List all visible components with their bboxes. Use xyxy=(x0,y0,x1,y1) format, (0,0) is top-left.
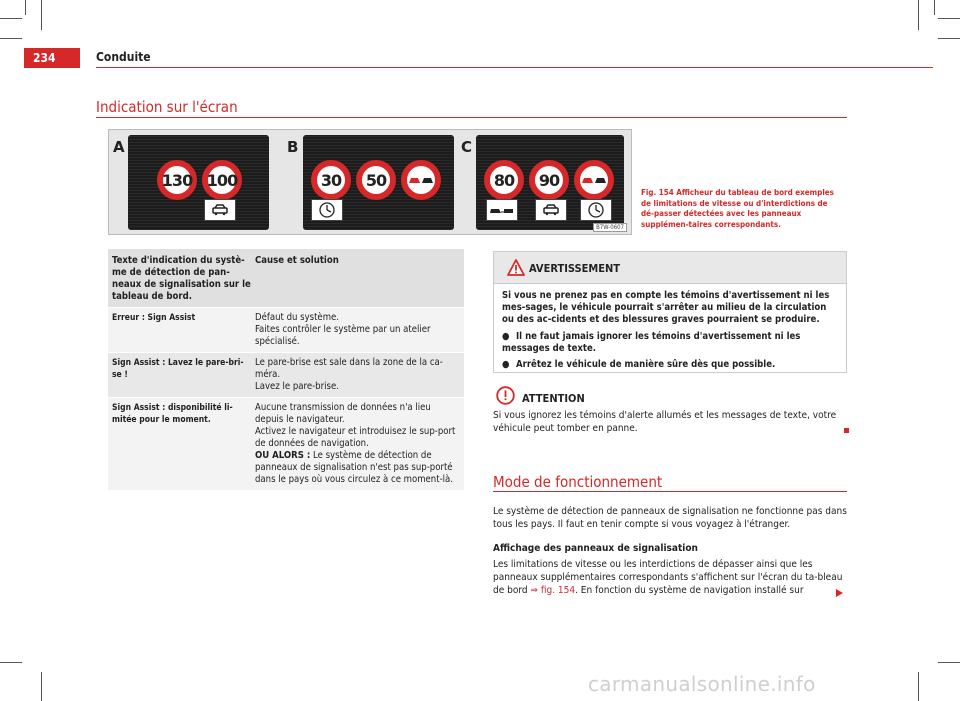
continue-arrow-icon xyxy=(836,589,843,597)
subheading: Affichage des panneaux de signalisation xyxy=(493,543,698,554)
table-cell-message: Sign Assist : disponibilité li-mitée pour le moment. xyxy=(112,403,233,425)
paragraph-text: . En fonction du système de navigation installé sur xyxy=(575,585,804,596)
paragraph-text: Les limitations de vitesse ou les interdictions de dépasser ainsi que les panneaux supplémentaires correspondants s'affichent sur l'écran du ta-bleau de bord xyxy=(493,559,843,596)
solution-line: Le pare-brise est sale dans la zone de la ca-méra. xyxy=(255,357,443,380)
crop-mark xyxy=(0,38,22,39)
panel-letter-c: C xyxy=(461,138,473,156)
display-a xyxy=(128,135,269,230)
figure-caption: Fig. 154 Afficheur du tableau de bord exemples de limitations de vitesse ou d'interdictions de dé-passer détectées avec les panneaux supplémen-taires correspondants. xyxy=(641,188,834,229)
table-header-row xyxy=(108,249,464,308)
bullet-icon: ● xyxy=(502,359,510,371)
figure-154 xyxy=(108,129,632,235)
alt-label: OU ALORS : xyxy=(255,450,311,461)
table-header-solution: Cause et solution xyxy=(255,255,339,266)
warning-triangle-icon xyxy=(507,259,525,276)
panel-letter-b: B xyxy=(287,138,299,156)
car-icon xyxy=(535,199,567,221)
warning-title: AVERTISSEMENT xyxy=(529,262,621,275)
section-title: Mode de fonctionnement xyxy=(493,473,663,491)
speed-sign-130: 130 xyxy=(157,160,197,200)
solution-line: Lavez le pare-brise. xyxy=(255,381,339,392)
figure-code: B7W-0607 xyxy=(593,223,627,232)
warning-body xyxy=(494,284,846,371)
crop-mark xyxy=(0,662,22,663)
warning-bullet-text: Il ne faut jamais ignorer les témoins d'avertissement ni les messages de texte. xyxy=(502,330,801,354)
warning-bullet-text: Arrêtez le véhicule de manière sûre dès que possible. xyxy=(516,359,776,371)
solution-line: Défaut du système. xyxy=(255,312,339,323)
attention-icon xyxy=(496,386,515,405)
figure-link[interactable]: ⇒ fig. 154 xyxy=(530,585,576,596)
table-cell-solution xyxy=(255,398,464,490)
crop-mark xyxy=(938,38,960,39)
crop-mark xyxy=(938,662,960,663)
crop-mark xyxy=(41,672,42,701)
paragraph: Le système de détection de panneaux de signalisation ne fonctionne pas dans tous les pays. Il faut en tenir compte si vous voyagez à l'étranger. xyxy=(493,506,847,530)
solution-line: Activez le navigateur et introduisez le sup-port de données de navigation. xyxy=(255,426,456,449)
page-number: 234 xyxy=(24,48,80,68)
crop-mark xyxy=(25,0,26,15)
display-b xyxy=(303,135,454,230)
attention-text: Si vous ignorez les témoins d'alerte allumés et les messages de texte, votre véhicule peut tomber en panne. xyxy=(493,410,837,434)
no-overtaking-sign-icon xyxy=(574,160,614,200)
car-icon xyxy=(204,199,236,221)
table-cell-message: Sign Assist : Lavez le pare-bri-se ! xyxy=(112,358,244,380)
warning-bullet xyxy=(502,331,838,355)
car-trailer-icon xyxy=(486,199,518,221)
speed-sign-100: 100 xyxy=(202,160,242,200)
messages-table xyxy=(108,249,464,491)
table-cell-message: Erreur : Sign Assist xyxy=(112,313,196,323)
alt-text: Le système de détection de panneaux de signalisation n'est pas sup-porté dans le pays où vous circulez à ce moment-là. xyxy=(255,450,453,485)
table-cell-solution xyxy=(255,308,464,352)
no-overtaking-sign-icon xyxy=(401,160,441,200)
table-cell-solution xyxy=(255,353,464,397)
speed-sign-90: 90 xyxy=(529,160,569,200)
paragraph xyxy=(493,558,853,597)
header-rule xyxy=(96,67,933,68)
section-rule xyxy=(493,491,847,492)
warning-text: Si vous ne prenez pas en compte les témoins d'avertissement ni les mes-sages, le véhicule pourrait s'arrêter au milieu de la circulation ou des ac-cidents et des blessures graves pourraient se produire. xyxy=(502,290,830,326)
table-row xyxy=(108,353,464,398)
crop-mark xyxy=(0,18,22,19)
running-head: Conduite xyxy=(96,50,151,64)
speed-sign-50: 50 xyxy=(356,160,396,200)
display-c xyxy=(476,135,624,230)
speed-sign-80: 80 xyxy=(484,160,524,200)
crop-mark xyxy=(918,672,919,701)
solution-line: Faites contrôler le système par un atelier spécialisé. xyxy=(255,324,431,347)
section-title: Indication sur l'écran xyxy=(96,98,238,116)
warning-bullet xyxy=(502,359,838,371)
solution-line: Aucune transmission de données n'a lieu depuis le navigateur. xyxy=(255,402,431,425)
clock-icon xyxy=(311,199,343,221)
table-row xyxy=(108,398,464,491)
crop-mark xyxy=(918,0,919,30)
crop-mark xyxy=(938,18,960,19)
crop-mark xyxy=(41,0,42,30)
panel-letter-a: A xyxy=(113,138,125,156)
attention-title: ATTENTION xyxy=(522,392,585,405)
speed-sign-30: 30 xyxy=(311,160,351,200)
watermark: carmanualsonline.info xyxy=(588,672,816,696)
warning-header xyxy=(494,252,846,284)
crop-mark xyxy=(934,0,935,15)
end-of-section-mark xyxy=(844,428,849,433)
bullet-icon: ● xyxy=(502,330,510,342)
table-row xyxy=(108,308,464,353)
warning-box xyxy=(493,251,847,373)
solution-line xyxy=(255,450,460,486)
section-rule xyxy=(96,117,847,118)
table-header-message: Texte d'indication du systè-me de détection de pan-neaux de signalisation sur le tableau de bord. xyxy=(112,255,251,302)
clock-icon xyxy=(580,199,612,221)
